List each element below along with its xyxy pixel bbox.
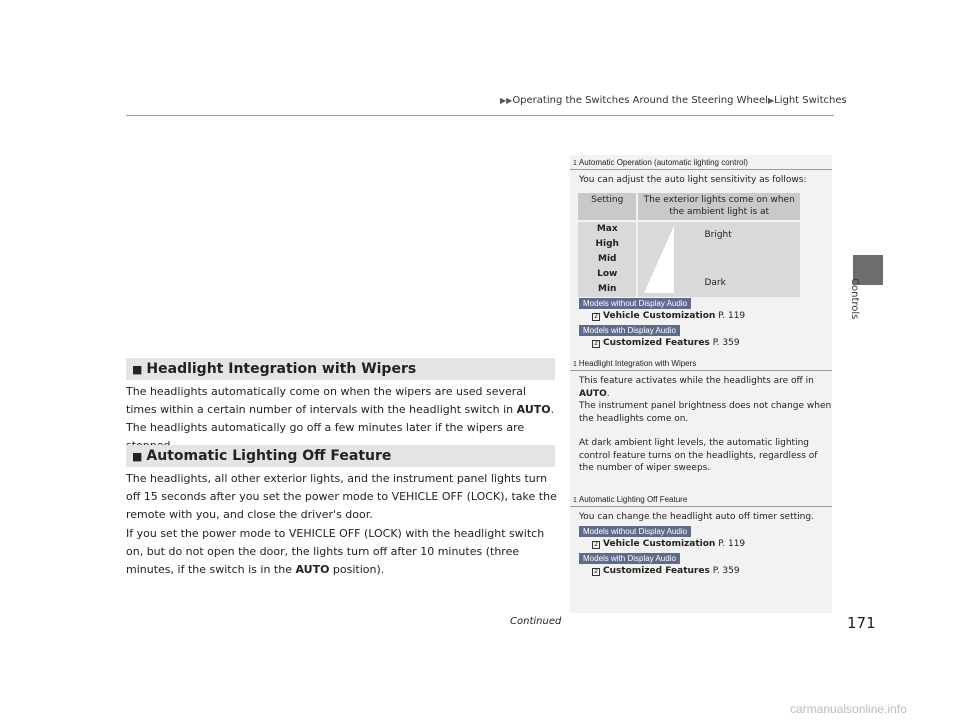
note-headlight-integration bbox=[570, 359, 832, 475]
note-body bbox=[570, 371, 832, 475]
table-header bbox=[578, 193, 800, 220]
note-auto-lighting-off bbox=[570, 495, 832, 524]
note-number: 1 bbox=[573, 160, 577, 167]
para-end: . bbox=[550, 403, 555, 416]
note-title-text: Headlight Integration with Wipers bbox=[578, 359, 697, 368]
dark-label: Dark bbox=[704, 278, 726, 288]
ref-customized-features[interactable] bbox=[592, 338, 740, 348]
note-automatic-operation bbox=[570, 158, 832, 187]
ref-vehicle-customization[interactable] bbox=[592, 539, 745, 549]
section-wipers-para-2: The headlights automatically go off a few minutes later if the wipers are bbox=[126, 421, 525, 434]
badge-with-display-audio: Models with Display Audio bbox=[579, 325, 680, 336]
ref-page: P. 119 bbox=[718, 539, 746, 549]
ref-title: Customized Features bbox=[603, 566, 710, 576]
ref-page: P. 119 bbox=[718, 311, 746, 321]
brightness-wedge-graphic bbox=[638, 222, 800, 297]
sensitivity-table bbox=[578, 193, 800, 297]
note-number: 1 bbox=[573, 497, 577, 504]
section-heading-text: Automatic Lighting Off Feature bbox=[146, 448, 392, 464]
badge-without-display-audio: Models without Display Audio bbox=[579, 298, 691, 309]
ref-page: P. 359 bbox=[712, 338, 740, 348]
note-spacer bbox=[579, 425, 832, 437]
para-text: The headlights automatically come on when the wipers are used several times within a certain number of intervals with the headlight switch in bbox=[126, 385, 527, 416]
table-setting-labels bbox=[578, 222, 636, 297]
page-number: 171 bbox=[847, 614, 876, 632]
table-row: Max bbox=[578, 222, 636, 237]
breadcrumb-arrow-icon: ▶▶ bbox=[500, 96, 513, 105]
note-title bbox=[570, 359, 832, 371]
section-heading-text: Headlight Integration with Wipers bbox=[146, 361, 417, 377]
continued-label: Continued bbox=[510, 616, 562, 627]
para-text: If you set the power mode to VEHICLE OFF (LOCK) with the headlight switch on, but do not open the door, the lights turn off after 10 minutes (three minutes, if the switch is in the bbox=[126, 527, 545, 576]
note-title-text: Automatic Lighting Off Feature bbox=[578, 495, 688, 504]
watermark[interactable]: carmanualsonline.info bbox=[790, 702, 907, 716]
note-title bbox=[570, 495, 832, 507]
para-end: position). bbox=[329, 563, 385, 576]
ref-vehicle-customization[interactable] bbox=[592, 311, 745, 321]
bright-label: Bright bbox=[704, 230, 732, 240]
note-intro: You can change the headlight auto off timer setting. bbox=[579, 512, 814, 522]
section-marker-icon: ■ bbox=[132, 450, 143, 463]
para-bold: AUTO bbox=[295, 563, 330, 576]
note-intro: You can adjust the auto light sensitivity as follows: bbox=[579, 175, 807, 185]
reference-arrow-icon: 2 bbox=[592, 313, 600, 321]
brightness-wedge-icon bbox=[644, 226, 674, 293]
note-number: 1 bbox=[573, 361, 577, 368]
table-row: Mid bbox=[578, 252, 636, 267]
table-row: Low bbox=[578, 267, 636, 282]
table-row: High bbox=[578, 237, 636, 252]
table-body bbox=[578, 222, 800, 297]
breadcrumb-item-2[interactable]: Light Switches bbox=[774, 95, 847, 106]
badge-without-display-audio: Models without Display Audio bbox=[579, 526, 691, 537]
ref-customized-features[interactable] bbox=[592, 566, 740, 576]
note-title-text: Automatic Operation (automatic lighting control) bbox=[578, 158, 748, 167]
reference-arrow-icon: 2 bbox=[592, 340, 600, 348]
breadcrumb bbox=[500, 95, 847, 106]
badge-with-display-audio: Models with Display Audio bbox=[579, 553, 680, 564]
reference-arrow-icon: 2 bbox=[592, 541, 600, 549]
note-line-2: The instrument panel brightness does not change when the headlights come on. bbox=[579, 401, 832, 424]
note-title bbox=[570, 158, 832, 170]
section-marker-icon: ■ bbox=[132, 363, 143, 376]
note-end: . bbox=[606, 388, 610, 399]
side-tab-label: Controls bbox=[849, 278, 860, 320]
note-line-1 bbox=[579, 375, 832, 400]
ref-page: P. 359 bbox=[712, 566, 740, 576]
reference-arrow-icon: 2 bbox=[592, 568, 600, 576]
ref-title: Vehicle Customization bbox=[603, 311, 716, 321]
ref-title: Vehicle Customization bbox=[603, 539, 716, 549]
table-header-setting: Setting bbox=[578, 193, 636, 220]
header-divider bbox=[126, 115, 834, 116]
table-row: Min bbox=[578, 282, 636, 297]
ref-title: Customized Features bbox=[603, 338, 710, 348]
section-auto-off-para-1: The headlights, all other exterior lights, and the instrument panel lights turn off 15 seconds after you set the power mode to VEHICLE OFF (LOCK), take the remote with you, and close the driver's door. bbox=[126, 472, 557, 521]
section-wipers-para-1 bbox=[126, 383, 558, 419]
section-heading-wipers bbox=[126, 358, 555, 380]
note-bold: AUTO bbox=[579, 388, 607, 399]
breadcrumb-item-1[interactable]: Operating the Switches Around the Steering Wheel bbox=[512, 95, 768, 106]
note-line-3: At dark ambient light levels, the automatic lighting control feature turns on the headlights, regardless of the number of wiper sweeps. bbox=[579, 438, 818, 473]
para-bold: AUTO bbox=[516, 403, 551, 416]
section-auto-off-para-2 bbox=[126, 525, 558, 579]
table-header-ambient: The exterior lights come on when the ambient light is at bbox=[638, 193, 800, 220]
section-heading-auto-off bbox=[126, 445, 555, 467]
note-text: This feature activates while the headlights are off in bbox=[579, 376, 814, 386]
breadcrumb-arrow-icon: ▶ bbox=[767, 96, 775, 105]
